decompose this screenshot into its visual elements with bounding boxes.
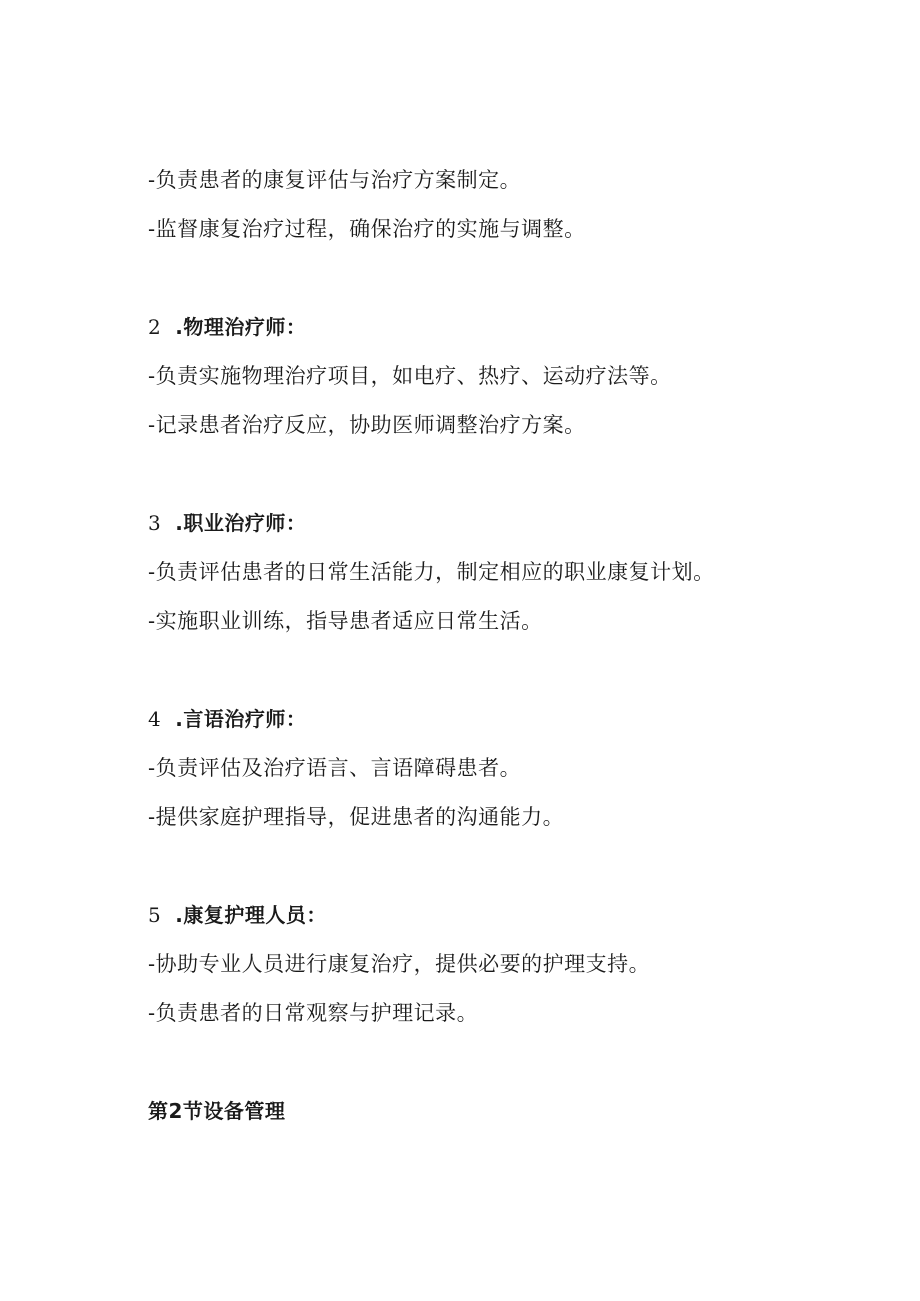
bullet-line: -提供家庭护理指导，促进患者的沟通能力。	[148, 805, 565, 829]
bullet-line: -协助专业人员进行康复治疗，提供必要的护理支持。	[148, 952, 651, 976]
role-heading-label: .言语治疗师：	[175, 707, 307, 731]
role-heading-label: .物理治疗师：	[175, 315, 307, 339]
role-heading	[148, 901, 327, 929]
role-heading-number: 2	[148, 315, 162, 339]
bullet-line: -负责患者的康复评估与治疗方案制定。	[148, 168, 522, 192]
bullet-line: -负责实施物理治疗项目，如电疗、热疗、运动疗法等。	[148, 364, 672, 388]
role-heading	[148, 509, 306, 537]
bullet-line: -负责评估患者的日常生活能力，制定相应的职业康复计划。	[148, 560, 715, 584]
bullet-line: -监督康复治疗过程，确保治疗的实施与调整。	[148, 217, 586, 241]
bullet-line: -实施职业训练，指导患者适应日常生活。	[148, 609, 543, 633]
role-heading-label: .职业治疗师：	[175, 511, 307, 535]
bullet-line: -记录患者治疗反应，协助医师调整治疗方案。	[148, 413, 586, 437]
role-heading-number: 5	[148, 903, 162, 927]
role-heading-number: 4	[148, 707, 162, 731]
role-heading-label: .康复护理人员：	[175, 903, 327, 927]
role-heading	[148, 313, 306, 341]
role-heading	[148, 705, 306, 733]
bullet-line: -负责患者的日常观察与护理记录。	[148, 1001, 479, 1025]
role-heading-number: 3	[148, 511, 162, 535]
section-title: 第2节设备管理	[148, 1099, 286, 1123]
bullet-line: -负责评估及治疗语言、言语障碍患者。	[148, 756, 522, 780]
